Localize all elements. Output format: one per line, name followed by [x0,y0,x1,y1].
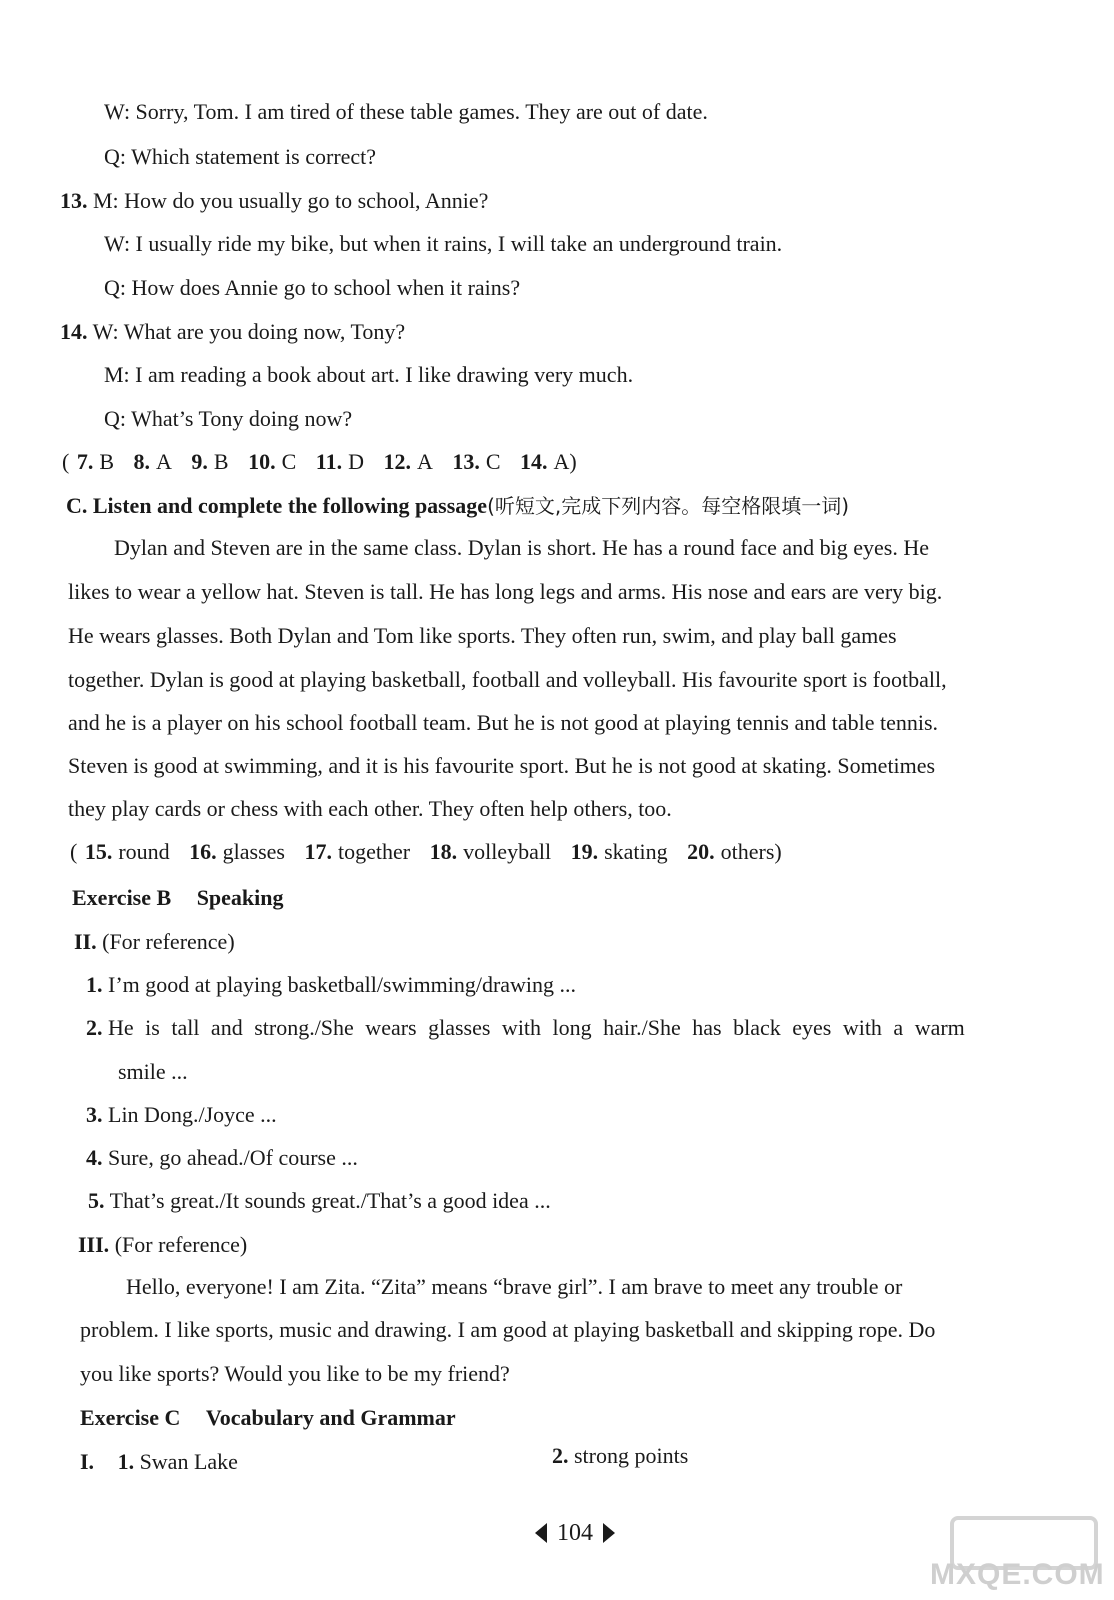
answer-number: 20. [687,839,715,864]
part-note: (For reference) [102,929,235,954]
answer-key [70,838,796,866]
answer-value: round [118,839,170,864]
item-text: Lin Dong./Joyce ... [108,1102,277,1127]
section-instruction: (听短文,完成下列内容。每空格限填一词) [487,494,850,518]
passage-line: they play cards or chess with each other. They often help others, too. [68,796,672,821]
answer-value: B [99,449,115,474]
watermark [930,1512,1105,1592]
answer-value: others) [720,839,782,864]
item-text: Sure, go ahead./Of course ... [108,1145,358,1170]
passage-line: He wears glasses. Both Dylan and Tom like sports. They often run, swim, and play ball games [68,623,897,648]
answer-value: skating [604,839,668,864]
item-13 [60,187,488,215]
dialog-line: W: Sorry, Tom. I am tired of these table games. They are out of date. [104,99,708,124]
answer-value: C [281,449,297,474]
item-number: 1. [86,972,103,997]
dialog-line: W: I usually ride my bike, but when it rains, I will take an underground train. [104,231,783,256]
paragraph-line: you like sports? Would you like to be my friend? [80,1361,510,1386]
exercise-subtitle: Speaking [196,885,284,910]
exercise-heading [80,1404,456,1432]
answer-value: together [337,839,411,864]
list-item [86,1101,277,1129]
item-number: 4. [86,1145,103,1170]
item-number: 3. [86,1102,103,1127]
list-item-continued: smile ... [118,1059,188,1084]
list-item [552,1442,688,1470]
answer-value: A) [553,449,577,474]
dialog-line: Q: Which statement is correct? [104,144,377,169]
answer-value: glasses [222,839,285,864]
item-number: 1. [117,1449,135,1474]
dialog-line: Q: What’s Tony doing now? [104,406,353,431]
part-heading [74,928,235,956]
answer-number: 9. [191,449,208,474]
answer-number: 17. [304,839,332,864]
item-number: 13. [60,188,88,213]
item-number: 2. [86,1015,103,1040]
watermark-text: MXQE.COM [930,1558,1105,1591]
item-text: I’m good at playing basketball/swimming/drawing ... [108,972,577,997]
passage-line [114,534,1049,562]
list-item [86,971,576,999]
item-text: strong points [574,1443,689,1468]
triangle-right-icon [603,1523,615,1543]
exercise-title: Exercise B [72,885,172,910]
paragraph-line: problem. I like sports, music and drawing. I am good at playing basketball and skipping rope. Do [80,1317,936,1342]
answer-value: A [156,449,172,474]
triangle-left-icon [535,1523,547,1543]
answer-number: 13. [452,449,480,474]
part-heading [78,1231,247,1259]
answer-value: volleyball [463,839,552,864]
exercise-heading [72,884,284,912]
item-text: That’s great./It sounds great./That’s a good idea ... [109,1188,551,1213]
exercise-subtitle: Vocabulary and Grammar [205,1405,456,1430]
answer-number: 18. [429,839,458,864]
list-item [80,1448,238,1476]
passage-line: and he is a player on his school football team. But he is not good at playing tennis and table tennis. [68,710,939,735]
part-note: (For reference) [114,1232,248,1257]
answer-number: 14. [520,449,548,474]
item-number: 5. [88,1188,105,1213]
paragraph-line: Hello, everyone! I am Zita. “Zita” means “brave girl”. I am brave to meet any trouble or [126,1274,903,1299]
passage-text: Dylan and Steven are in the same class. Dylan is short. He has a round face and big eyes. He [114,535,929,560]
passage-line: likes to wear a yellow hat. Steven is tall. He has long legs and arms. His nose and ears are very big. [68,579,943,604]
dialog-line: M: I am reading a book about art. I like drawing very much. [104,362,634,387]
answer-key [62,448,591,476]
part-label: I. [80,1449,95,1474]
answer-number: 15. [84,839,113,864]
answer-value: B [213,449,229,474]
passage-line: together. Dylan is good at playing basketball, football and volleyball. His favourite sport is football, [68,667,947,692]
paren: ( [62,449,70,474]
part-label: II. [74,929,97,954]
exercise-title: Exercise C [80,1405,181,1430]
part-label: III. [78,1232,110,1257]
passage-line: Steven is good at swimming, and it is his favourite sport. But he is not good at skating. Sometimes [68,753,936,778]
page-number [520,1518,630,1548]
answer-number: 12. [383,449,411,474]
answer-number: 11. [315,449,343,474]
answer-number: 10. [248,449,276,474]
list-item [88,1187,551,1215]
section-title: C. Listen and complete the following passage [66,493,488,518]
dialog-line: W: What are you doing now, Tony? [92,319,406,344]
list-item [86,1144,358,1172]
answer-number: 7. [76,449,94,474]
dialog-line: M: How do you usually go to school, Annie? [93,188,489,213]
section-heading [66,492,849,520]
item-number: 2. [552,1443,569,1468]
answer-value: D [348,449,364,474]
answer-number: 19. [570,839,599,864]
paren: ( [70,839,78,864]
answer-value: C [485,449,501,474]
answer-number: 16. [189,839,217,864]
item-text: He is tall and strong./She wears glasses with long hair./She has black eyes with a warm [108,1015,965,1040]
dialog-line: Q: How does Annie go to school when it rains? [104,275,521,300]
answer-value: A [416,449,433,474]
item-14 [60,318,405,346]
page-number-text: 104 [557,1519,593,1546]
list-item [86,1014,1056,1042]
item-number: 14. [60,319,88,344]
item-text: Swan Lake [139,1449,238,1474]
answer-number: 8. [133,449,151,474]
